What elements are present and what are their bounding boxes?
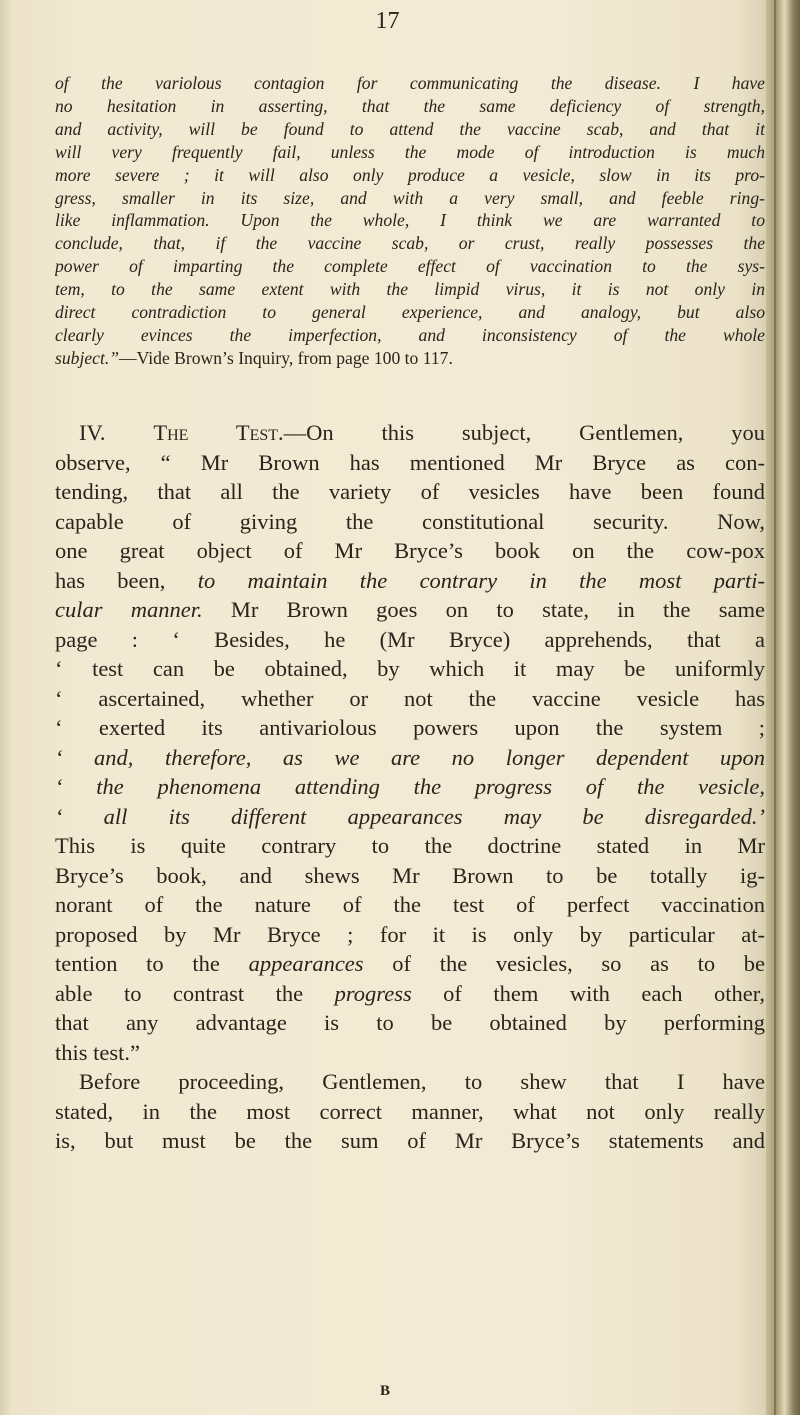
main-text (55, 418, 765, 1156)
italic-line: ‘ the phenomena attending the progress of the vesicle, (55, 774, 765, 799)
quote-line: tem, to the same extent with the limpid virus, it is not only in (55, 279, 765, 300)
text-line: capable of giving the constitutional security. Now, (55, 508, 765, 534)
section-numeral: IV. (79, 420, 106, 445)
text-line: stated, in the most correct manner, what not only really (55, 1098, 765, 1124)
text-line: ‘ test can be obtained, by which it may be uniformly (55, 656, 765, 681)
text-line: Bryce’s book, and shews Mr Brown to be totally ig- (55, 862, 765, 888)
quote-line: direct contradiction to general experience, and analogy, but also (55, 302, 765, 323)
italic-line: ‘ all its different appearances may be disregarded.’ (55, 803, 765, 829)
gutter-shadow (0, 0, 14, 1415)
text-line: one great object of Mr Bryce’s book on the cow-pox (55, 538, 765, 563)
page-number: 17 (375, 8, 400, 34)
text-line: that any advantage is to be obtained by performing (55, 1010, 765, 1035)
signature-mark: B (380, 1383, 391, 1399)
quotation-block (55, 72, 765, 370)
quote-line: no hesitation in asserting, that the same deficiency of strength, (55, 95, 765, 116)
text-line: proposed by Mr Bryce ; for it is only by particular at- (55, 921, 765, 947)
quote-line: conclude, that, if the vaccine scab, or crust, really possesses the (55, 233, 765, 254)
quote-line: of the variolous contagion for communicating the disease. I have (55, 73, 765, 93)
quote-citation-line: subject.”—Vide Brown’s Inquiry, from page 100 to 117. (55, 347, 453, 368)
section-heading-line: IV. The Test.—On this subject, Gentlemen, you (79, 420, 765, 445)
text-line: This is quite contrary to the doctrine stated in Mr (55, 833, 765, 858)
text-line: norant of the nature of the test of perfect vaccination (55, 892, 765, 917)
section-heading: The Test. (153, 420, 284, 445)
quote-line: and activity, will be found to attend the vaccine scab, and that it (55, 118, 765, 139)
text-line: is, but must be the sum of Mr Bryce’s statements and (55, 1128, 765, 1153)
text-line: tention to the appearances of the vesicles, so as to be (55, 951, 765, 976)
text-line: cular manner. Mr Brown goes on to state, in the same (55, 597, 765, 622)
quote-line: gress, smaller in its size, and with a very small, and feeble ring- (55, 187, 765, 208)
italic-line: ‘ and, therefore, as we are no longer dependent upon (55, 744, 765, 770)
text-line: tending, that all the variety of vesicles have been found (55, 479, 765, 504)
quote-line: more severe ; it will also only produce a vesicle, slow in its pro- (55, 164, 765, 185)
quote-line: will very frequently fail, unless the mode of introduction is much (55, 141, 765, 162)
text-line: observe, “ Mr Brown has mentioned Mr Bryce as con- (55, 449, 765, 475)
text-line: ‘ ascertained, whether or not the vaccine vesicle has (55, 685, 765, 711)
text-line: page : ‘ Besides, he (Mr Bryce) apprehends, that a (55, 626, 765, 652)
citation-text: —Vide Brown’s Inquiry, from page 100 to 117. (119, 347, 453, 368)
quote-line: like inflammation. Upon the whole, I think we are warranted to (55, 210, 765, 231)
text-line: has been, to maintain the contrary in the most parti- (55, 567, 765, 593)
text-line: able to contrast the progress of them with each other, (55, 980, 765, 1006)
quote-line: power of imparting the complete effect of vaccination to the sys- (55, 256, 765, 277)
paragraph-start-line: Before proceeding, Gentlemen, to shew that I have (79, 1069, 765, 1094)
book-edge (766, 0, 800, 1415)
quote-line: clearly evinces the imperfection, and inconsistency of the whole (55, 324, 765, 345)
text-line: ‘ exerted its antivariolous powers upon the system ; (55, 715, 765, 740)
text-line: this test.” (55, 1039, 140, 1065)
